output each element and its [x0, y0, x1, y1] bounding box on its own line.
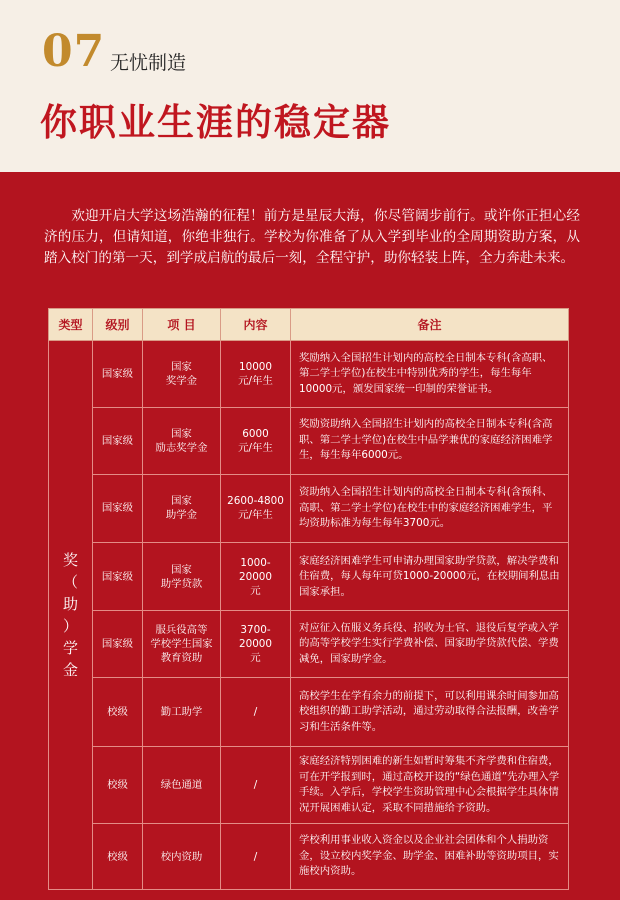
intro-paragraph: 欢迎开启大学这场浩瀚的征程！前方是星辰大海，你尽管阔步前行。或许你正担心经济的压力，但请知道，你绝非独行。学校为你准备了从入学到毕业的全周期资助方案，从踏入校门的第一天，到学成启航的最后一刻，全程守护，助你轻装上阵，全力奔赴未来。 — [44, 208, 580, 266]
page-title: 你职业生涯的稳定器 — [40, 101, 391, 144]
level-cell: 国家级 — [93, 474, 143, 543]
aid-table — [48, 308, 569, 890]
note-cell: 家庭经济特别困难的新生如暂时筹集不齐学费和住宿费，可在开学报到时，通过高校开设的“绿色通道”先办理入学手续。入学后，学校学生资助管理中心会根据学生具体情况开展困难认定，采取不同措施给予资助。 — [291, 746, 569, 823]
section-number: 07 — [42, 26, 106, 77]
content-cell: / — [221, 678, 291, 747]
level-cell: 国家级 — [93, 407, 143, 474]
note-cell: 高校学生在学有余力的前提下，可以利用课余时间参加高校组织的勤工助学活动，通过劳动取得合法报酬，改善学习和生活条件等。 — [291, 678, 569, 747]
level-cell: 国家级 — [93, 543, 143, 611]
note-cell: 奖励资助纳入全国招生计划内的高校全日制本专科(含高职、第二学士学位)在校生中品学兼优的家庭经济困难学生，每生每年6000元。 — [291, 407, 569, 474]
item-cell: 校内资助 — [143, 824, 221, 890]
item-cell: 国家 奖学金 — [143, 341, 221, 408]
content-cell: 2600-4800 元/年生 — [221, 474, 291, 543]
table-row — [49, 678, 569, 747]
table-header-row — [49, 309, 569, 341]
content-cell: 3700-20000 元 — [221, 611, 291, 678]
table-row — [49, 543, 569, 611]
header-note: 备注 — [291, 309, 569, 341]
table-row — [49, 341, 569, 408]
table-row — [49, 824, 569, 890]
item-cell: 国家 励志奖学金 — [143, 407, 221, 474]
table-row — [49, 746, 569, 823]
header-item: 项 目 — [143, 309, 221, 341]
note-cell: 家庭经济困难学生可申请办理国家助学贷款，解决学费和住宿费，每人每年可贷1000-20000元，在校期间利息由国家承担。 — [291, 543, 569, 611]
level-cell: 国家级 — [93, 611, 143, 678]
type-cell — [49, 341, 93, 890]
header-type: 类型 — [49, 309, 93, 341]
level-cell: 校级 — [93, 824, 143, 890]
content-cell: / — [221, 824, 291, 890]
item-cell: 服兵役高等 学校学生国家 教育资助 — [143, 611, 221, 678]
item-cell: 绿色通道 — [143, 746, 221, 823]
table-row — [49, 407, 569, 474]
note-cell: 学校利用事业收入资金以及企业社会团体和个人捐助资金，设立校内奖学金、助学金、困难补助等资助项目，实施校内资助。 — [291, 824, 569, 890]
content-cell: 1000-20000 元 — [221, 543, 291, 611]
header-level: 级别 — [93, 309, 143, 341]
table-body — [49, 341, 569, 890]
content-cell: / — [221, 746, 291, 823]
level-cell: 国家级 — [93, 341, 143, 408]
content-cell: 10000 元/年生 — [221, 341, 291, 408]
content-cell: 6000 元/年生 — [221, 407, 291, 474]
item-cell: 国家 助学金 — [143, 474, 221, 543]
header-content: 内容 — [221, 309, 291, 341]
level-cell: 校级 — [93, 746, 143, 823]
table-row — [49, 474, 569, 543]
header-band — [0, 0, 620, 172]
note-cell: 资助纳入全国招生计划内的高校全日制本专科(含预科、高职、第二学士学位)在校生中的家庭经济困难学生，平均资助标准为每生每年3700元。 — [291, 474, 569, 543]
section-subtitle: 无忧制造 — [110, 52, 187, 74]
aid-table-wrap — [48, 308, 568, 890]
item-cell: 国家 助学贷款 — [143, 543, 221, 611]
level-cell: 校级 — [93, 678, 143, 747]
note-cell: 对应征入伍服义务兵役、招收为士官、退役后复学或入学的高等学校学生实行学费补偿、国家助学贷款代偿、学费减免，国家助学金。 — [291, 611, 569, 678]
type-label: 奖（助）学金 — [62, 551, 78, 679]
table-row — [49, 611, 569, 678]
item-cell: 勤工助学 — [143, 678, 221, 747]
note-cell: 奖励纳入全国招生计划内的高校全日制本专科(含高职、第二学士学位)在校生中特别优秀的学生，每生每年10000元，颁发国家统一印制的荣誉证书。 — [291, 341, 569, 408]
